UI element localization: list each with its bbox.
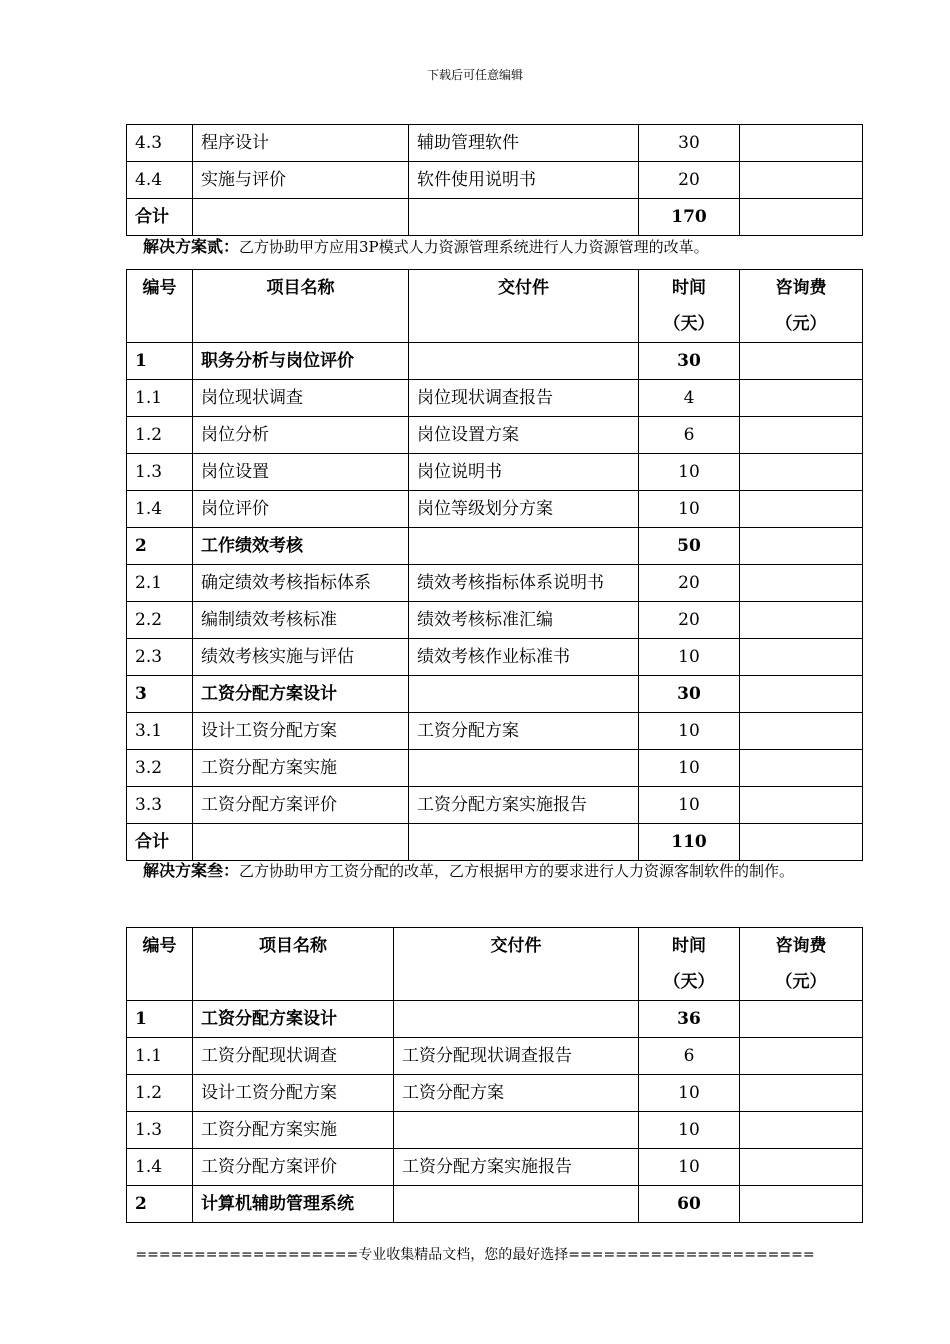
cell-number: 3.3 [127, 787, 193, 824]
page-footer: ===================专业收集精品文档，您的最好选择===================== [135, 1247, 815, 1263]
cell-deliverable: 绩效考核指标体系说明书 [409, 565, 639, 602]
cell-fee [740, 343, 863, 380]
plan3-description [143, 852, 863, 890]
cell-days: 110 [639, 824, 740, 861]
table-row [127, 1075, 863, 1112]
table-plan2 [126, 269, 863, 861]
header-fee: 咨询费 （元） [740, 928, 863, 1001]
page-header: 下载后可任意编辑 [426, 68, 523, 82]
cell-number: 2.1 [127, 565, 193, 602]
cell-project-name: 工资分配方案实施 [193, 750, 409, 787]
cell-project-name: 确定绩效考核指标体系 [193, 565, 409, 602]
table-row [127, 750, 863, 787]
header-number: 编号 [127, 270, 193, 343]
cell-days: 6 [639, 417, 740, 454]
cell-deliverable [409, 528, 639, 565]
cell-days: 36 [639, 1001, 740, 1038]
cell-project-name: 岗位设置 [193, 454, 409, 491]
cell-days: 6 [639, 1038, 740, 1075]
cell-days: 30 [639, 343, 740, 380]
cell-number: 1.1 [127, 380, 193, 417]
cell-number: 2.2 [127, 602, 193, 639]
cell-number: 3 [127, 676, 193, 713]
cell-days: 170 [639, 199, 740, 236]
cell-number: 4.4 [127, 162, 193, 199]
table-row [127, 1112, 863, 1149]
cell-deliverable: 工资分配方案实施报告 [394, 1149, 639, 1186]
cell-project-name: 岗位现状调查 [193, 380, 409, 417]
cell-project-name: 岗位评价 [193, 491, 409, 528]
plan3-lead: 解决方案叁： [143, 861, 240, 880]
cell-number: 合计 [127, 199, 193, 236]
table-row [127, 639, 863, 676]
cell-days: 10 [639, 1075, 740, 1112]
table-row [127, 162, 863, 199]
table-row [127, 343, 863, 380]
cell-fee [740, 787, 863, 824]
table-row [127, 1149, 863, 1186]
cell-number: 1 [127, 1001, 193, 1038]
table-header-row [127, 928, 863, 1001]
cell-number: 2.3 [127, 639, 193, 676]
cell-number: 3.1 [127, 713, 193, 750]
cell-deliverable: 工资分配方案实施报告 [409, 787, 639, 824]
cell-fee [740, 1112, 863, 1149]
cell-project-name: 程序设计 [193, 125, 409, 162]
header-project-name: 项目名称 [193, 270, 409, 343]
cell-days: 10 [639, 454, 740, 491]
table-row [127, 417, 863, 454]
table-row [127, 565, 863, 602]
cell-project-name: 实施与评价 [193, 162, 409, 199]
cell-fee [740, 1186, 863, 1223]
cell-days: 60 [639, 1186, 740, 1223]
table-row [127, 713, 863, 750]
cell-fee [740, 125, 863, 162]
cell-fee [740, 565, 863, 602]
plan2-description [143, 228, 863, 266]
cell-project-name: 设计工资分配方案 [193, 1075, 394, 1112]
cell-number: 2 [127, 1186, 193, 1223]
table-row [127, 528, 863, 565]
plan2-text: 乙方协助甲方应用3P模式人力资源管理系统进行人力资源管理的改革。 [239, 238, 709, 256]
table-row [127, 1186, 863, 1223]
cell-project-name: 工资分配方案评价 [193, 787, 409, 824]
cell-project-name: 工资分配方案实施 [193, 1112, 394, 1149]
cell-deliverable [394, 1001, 639, 1038]
plan3-text: 乙方协助甲方工资分配的改革，乙方根据甲方的要求进行人力资源客制软件的制作。 [239, 862, 795, 880]
cell-deliverable: 工资分配现状调查报告 [394, 1038, 639, 1075]
table-row [127, 491, 863, 528]
cell-project-name: 工资分配方案设计 [193, 676, 409, 713]
cell-fee [740, 162, 863, 199]
cell-deliverable: 岗位等级划分方案 [409, 491, 639, 528]
cell-project-name: 编制绩效考核标准 [193, 602, 409, 639]
cell-days: 20 [639, 162, 740, 199]
cell-number: 1.1 [127, 1038, 193, 1075]
cell-days: 10 [639, 750, 740, 787]
cell-number: 4.3 [127, 125, 193, 162]
cell-days: 30 [639, 125, 740, 162]
cell-number: 1 [127, 343, 193, 380]
cell-days: 10 [639, 713, 740, 750]
table-row [127, 454, 863, 491]
cell-number: 3.2 [127, 750, 193, 787]
table-plan3 [126, 927, 863, 1223]
cell-number: 合计 [127, 824, 193, 861]
cell-fee [740, 639, 863, 676]
cell-deliverable: 绩效考核标准汇编 [409, 602, 639, 639]
table-row [127, 380, 863, 417]
cell-fee [740, 602, 863, 639]
cell-number: 1.4 [127, 491, 193, 528]
table-row [127, 125, 863, 162]
cell-deliverable: 辅助管理软件 [409, 125, 639, 162]
table-row [127, 676, 863, 713]
plan2-lead: 解决方案贰： [143, 237, 240, 256]
cell-fee [740, 417, 863, 454]
cell-project-name: 设计工资分配方案 [193, 713, 409, 750]
cell-deliverable: 绩效考核作业标准书 [409, 639, 639, 676]
cell-days: 30 [639, 676, 740, 713]
cell-number: 1.3 [127, 1112, 193, 1149]
cell-deliverable: 工资分配方案 [394, 1075, 639, 1112]
cell-deliverable: 工资分配方案 [409, 713, 639, 750]
cell-fee [740, 454, 863, 491]
cell-fee [740, 1075, 863, 1112]
cell-deliverable [394, 1112, 639, 1149]
cell-days: 50 [639, 528, 740, 565]
cell-fee [740, 380, 863, 417]
table-plan1-tail [126, 124, 863, 236]
header-days: 时间 （天） [639, 270, 740, 343]
cell-days: 10 [639, 787, 740, 824]
cell-deliverable [409, 676, 639, 713]
cell-number: 1.4 [127, 1149, 193, 1186]
cell-project-name: 职务分析与岗位评价 [193, 343, 409, 380]
header-deliverable: 交付件 [409, 270, 639, 343]
cell-days: 10 [639, 1149, 740, 1186]
header-fee: 咨询费 （元） [740, 270, 863, 343]
cell-number: 2 [127, 528, 193, 565]
cell-project-name: 工资分配方案设计 [193, 1001, 394, 1038]
cell-fee [740, 750, 863, 787]
cell-deliverable: 岗位现状调查报告 [409, 380, 639, 417]
table-header-row [127, 270, 863, 343]
cell-days: 20 [639, 602, 740, 639]
cell-project-name: 工作绩效考核 [193, 528, 409, 565]
cell-number: 1.2 [127, 417, 193, 454]
cell-project-name: 计算机辅助管理系统 [193, 1186, 394, 1223]
cell-fee [740, 713, 863, 750]
cell-deliverable: 岗位设置方案 [409, 417, 639, 454]
cell-number: 1.3 [127, 454, 193, 491]
cell-fee [740, 1001, 863, 1038]
header-deliverable: 交付件 [394, 928, 639, 1001]
cell-project-name: 工资分配现状调查 [193, 1038, 394, 1075]
header-project-name: 项目名称 [193, 928, 394, 1001]
header-days: 时间 （天） [639, 928, 740, 1001]
cell-fee [740, 491, 863, 528]
cell-deliverable [394, 1186, 639, 1223]
cell-days: 10 [639, 491, 740, 528]
cell-days: 10 [639, 1112, 740, 1149]
cell-deliverable [409, 343, 639, 380]
cell-deliverable: 软件使用说明书 [409, 162, 639, 199]
table-row [127, 602, 863, 639]
cell-project-name: 工资分配方案评价 [193, 1149, 394, 1186]
cell-fee [740, 676, 863, 713]
cell-project-name: 绩效考核实施与评估 [193, 639, 409, 676]
cell-fee [740, 1038, 863, 1075]
table-row [127, 787, 863, 824]
cell-days: 10 [639, 639, 740, 676]
cell-project-name: 岗位分析 [193, 417, 409, 454]
cell-number: 1.2 [127, 1075, 193, 1112]
cell-days: 20 [639, 565, 740, 602]
cell-deliverable [409, 750, 639, 787]
cell-fee [740, 528, 863, 565]
cell-fee [740, 1149, 863, 1186]
table-row [127, 1001, 863, 1038]
cell-days: 4 [639, 380, 740, 417]
table-row [127, 1038, 863, 1075]
cell-deliverable: 岗位说明书 [409, 454, 639, 491]
header-number: 编号 [127, 928, 193, 1001]
